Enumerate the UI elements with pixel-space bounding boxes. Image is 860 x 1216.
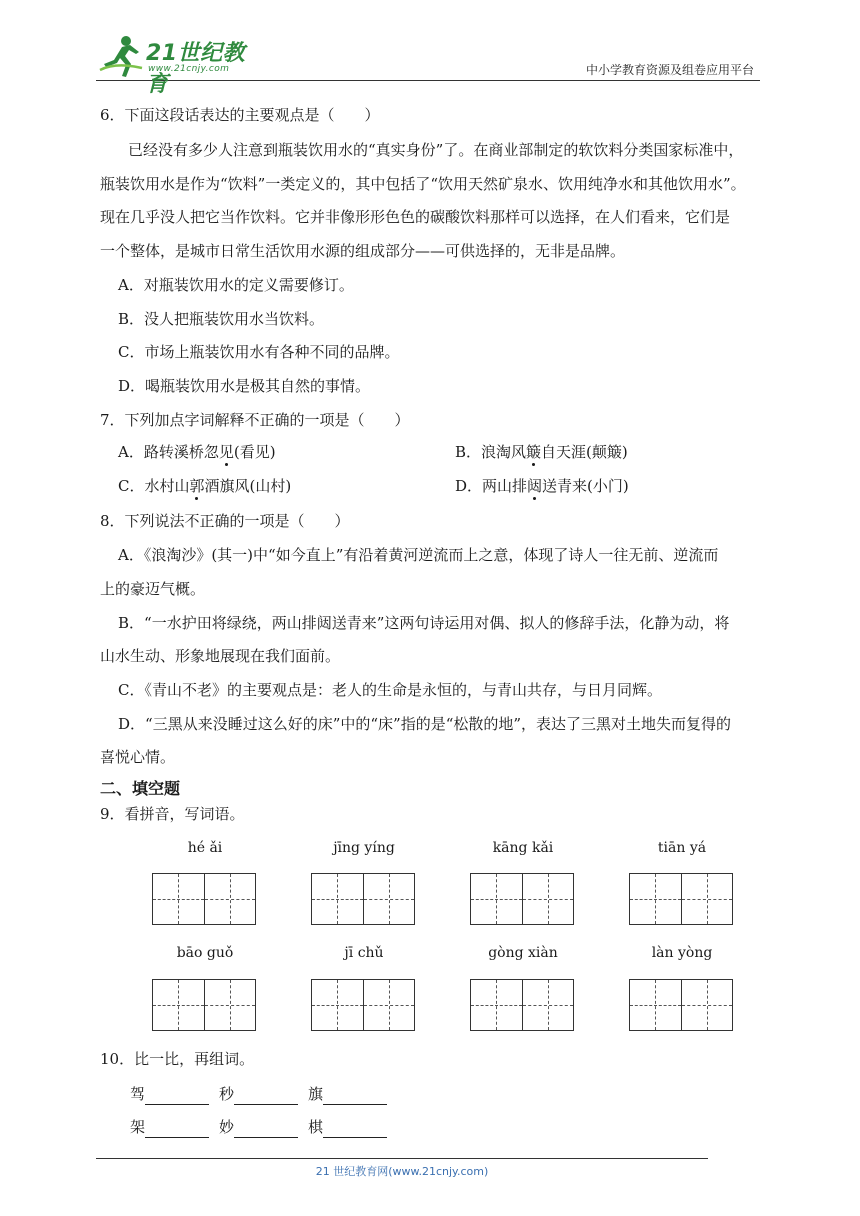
tianzige-grid[interactable]: [311, 873, 415, 925]
q7-stem: 7．下列加点字词解释不正确的一项是（ ）: [100, 411, 410, 429]
q10-row-1: 驾 秒 旗: [130, 1083, 397, 1105]
site-logo: [96, 34, 266, 97]
answer-blank[interactable]: [145, 1121, 209, 1138]
q8-stem: 8．下列说法不正确的一项是（ ）: [100, 512, 350, 530]
pinyin-label: jī chǔ: [344, 945, 384, 961]
tianzige-grid[interactable]: [629, 873, 733, 925]
q6-option-c: C．市场上瓶装饮用水有各种不同的品牌。: [118, 343, 400, 361]
q6-option-d: D．喝瓶装饮用水是极其自然的事情。: [118, 377, 371, 395]
q8-option-a-line-1: A．《浪淘沙》(其一)中“如今直上”有沿着黄河逆流而上之意，体现了诗人一往无前、逆流而: [118, 546, 719, 564]
answer-blank[interactable]: [323, 1088, 387, 1105]
footer-divider: [96, 1158, 708, 1159]
tianzige-grid[interactable]: [152, 979, 256, 1031]
q7-option-d: D．两山排闼送青来(小门): [455, 477, 629, 495]
q6-passage-line-3: 现在几乎没人把它当作饮料。它并非像形形色色的碳酸饮料那样可以选择，在人们看来，它们是: [100, 208, 731, 226]
answer-blank[interactable]: [234, 1121, 298, 1138]
q8-option-d-line-1: D．“三黑从来没睡过这么好的床”中的“床”指的是“松散的地”，表达了三黑对土地失而复得的: [118, 715, 732, 733]
tianzige-grid[interactable]: [152, 873, 256, 925]
q6-passage-line-1: 已经没有多少人注意到瓶装饮用水的“真实身份”了。在商业部制定的软饮料分类国家标准中，: [128, 141, 744, 159]
runner-logo-icon: [96, 34, 146, 78]
footer-text: 21 世纪教育网(www.21cnjy.com): [315, 1165, 489, 1178]
platform-label: 中小学教育资源及组卷应用平台: [585, 63, 754, 77]
dotted-char: 见: [218, 443, 234, 461]
q7-option-a: A．路转溪桥忽见(看见): [118, 443, 276, 461]
pinyin-label: hé ǎi: [187, 840, 223, 856]
q6-stem: 6．下面这段话表达的主要观点是（ ）: [100, 106, 380, 124]
q8-option-d-line-2: 喜悦心情。: [100, 748, 176, 766]
pinyin-label: tiān yá: [657, 840, 707, 856]
tianzige-grid[interactable]: [629, 979, 733, 1031]
logo-title: 21世纪教育: [146, 41, 246, 97]
dotted-char: 郭: [189, 477, 205, 495]
page-header: [96, 32, 760, 97]
tianzige-grid[interactable]: [470, 979, 574, 1031]
pinyin-label: làn yòng: [651, 945, 713, 961]
q8-option-b-line-1: B．“一水护田将绿绕，两山排闼送青来”这两句诗运用对偶、拟人的修辞手法，化静为动，将: [118, 614, 730, 632]
pinyin-label: jīng yíng: [333, 840, 395, 856]
q7-option-c: C．水村山郭酒旗风(山村): [118, 477, 292, 495]
logo-url: www.21cnjy.com: [148, 64, 230, 74]
pinyin-label: kāng kǎi: [492, 840, 554, 856]
q7-option-b: B．浪淘风簸自天涯(颠簸): [455, 443, 628, 461]
q10-row-2: 架 妙 棋: [130, 1116, 397, 1138]
answer-blank[interactable]: [145, 1088, 209, 1105]
dotted-char: 闼: [527, 477, 543, 495]
q9-stem: 9．看拼音，写词语。: [100, 805, 245, 823]
answer-blank[interactable]: [234, 1088, 298, 1105]
q6-passage-line-2: 瓶装饮用水是作为“饮料”一类定义的，其中包括了“饮用天然矿泉水、饮用纯净水和其他饮用水”。: [100, 175, 746, 193]
answer-blank[interactable]: [323, 1121, 387, 1138]
q8-option-c: C．《青山不老》的主要观点是：老人的生命是永恒的，与青山共存，与日月同辉。: [118, 681, 662, 699]
pinyin-label: bāo guǒ: [176, 945, 234, 961]
tianzige-grid[interactable]: [311, 979, 415, 1031]
section-title: 二、填空题: [100, 779, 181, 798]
q8-option-b-line-2: 山水生动、形象地展现在我们面前。: [100, 647, 341, 665]
dotted-char: 簸: [526, 443, 542, 461]
q8-option-a-line-2: 上的豪迈气概。: [100, 580, 206, 598]
q10-stem: 10．比一比，再组词。: [100, 1050, 255, 1068]
tianzige-grid[interactable]: [470, 873, 574, 925]
q6-option-b: B．没人把瓶装饮用水当饮料。: [118, 310, 325, 328]
q6-option-a: A．对瓶装饮用水的定义需要修订。: [118, 276, 354, 294]
q6-passage-line-4: 一个整体，是城市日常生活饮用水源的组成部分——可供选择的，无非是品牌。: [100, 242, 626, 260]
pinyin-label: gòng xiàn: [488, 945, 558, 961]
